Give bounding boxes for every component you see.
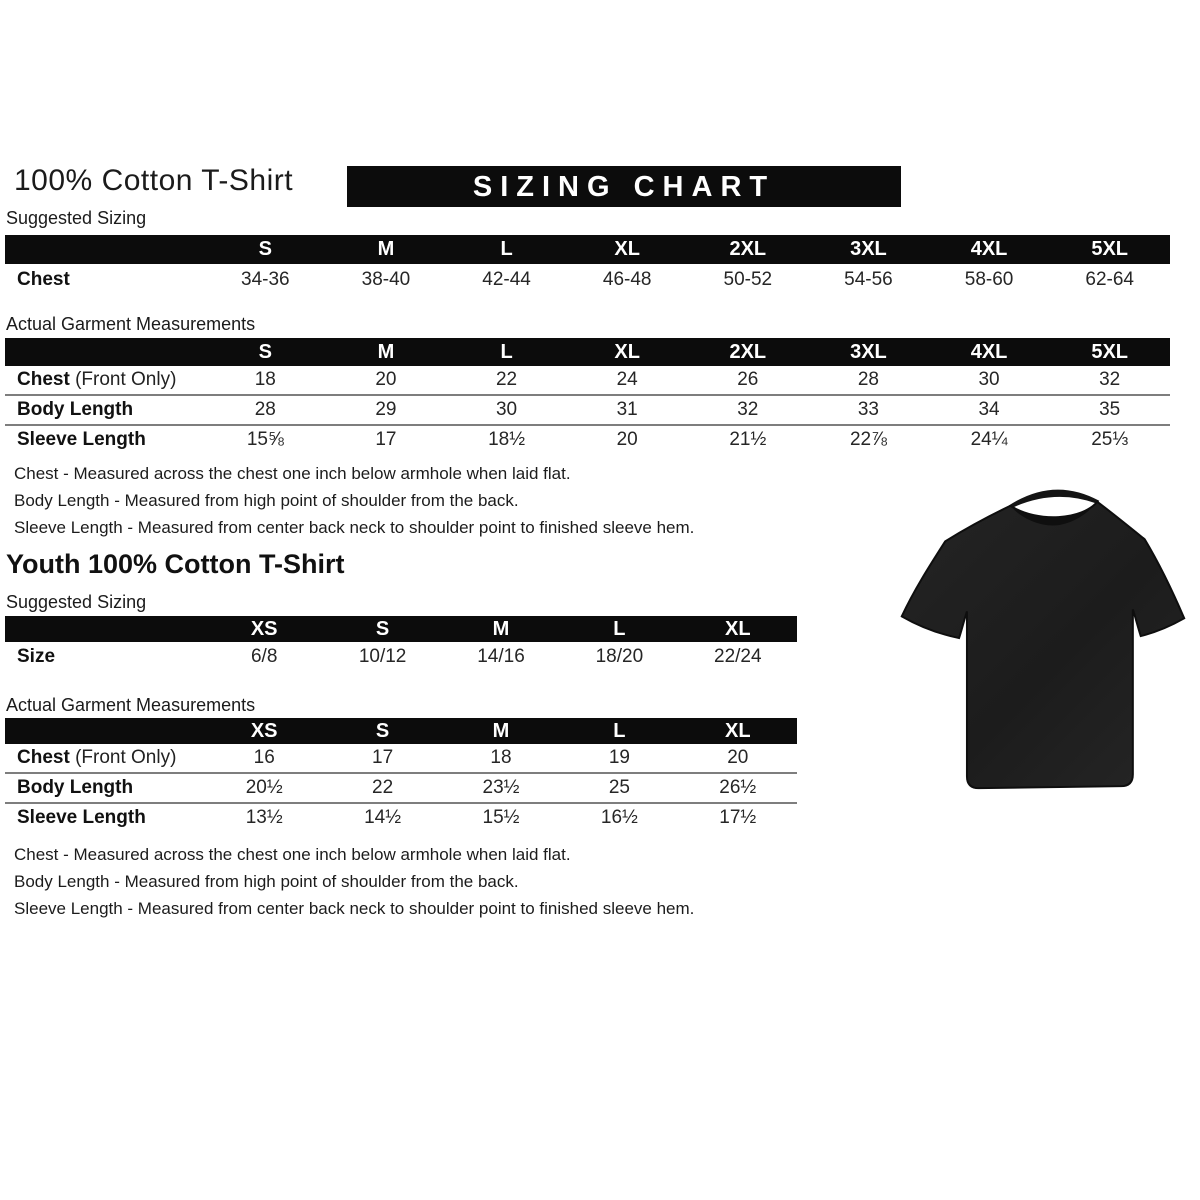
black-tshirt-graphic bbox=[884, 466, 1200, 820]
youth-suggested-sizing-label: Suggested Sizing bbox=[6, 592, 147, 612]
measurement-cell: 14½ bbox=[364, 807, 402, 828]
measurement-cell: 46-48 bbox=[602, 269, 652, 290]
measurement-cell: 25 bbox=[608, 777, 630, 798]
column-header-4xl: 4XL bbox=[970, 340, 1008, 363]
column-header-3xl: 3XL bbox=[850, 238, 887, 260]
measurement-cell: 34-36 bbox=[241, 269, 290, 290]
table-row bbox=[5, 744, 797, 772]
column-header-2xl: 2XL bbox=[729, 238, 767, 260]
table-row bbox=[5, 642, 797, 671]
measurement-cell: 15½ bbox=[482, 807, 520, 828]
adult-actual-measurements-table bbox=[5, 338, 1170, 454]
measurement-cell: 17 bbox=[375, 429, 397, 450]
table-header-row bbox=[5, 718, 797, 744]
sizing-chart-banner: SIZING CHART bbox=[347, 166, 901, 207]
row-label: Body Length bbox=[17, 777, 134, 798]
measurement-cell: 10/12 bbox=[358, 645, 407, 667]
column-header-m: M bbox=[377, 238, 395, 260]
note-sleeve-length: Sleeve Length - Measured from center back neck to shoulder point to finished sleeve hem. bbox=[14, 899, 695, 918]
column-header-4xl: 4XL bbox=[970, 238, 1008, 260]
youth-measurement-notes bbox=[14, 841, 694, 922]
measurement-cell: 34 bbox=[978, 399, 1000, 420]
row-label: Size bbox=[17, 645, 56, 667]
column-header-xl: XL bbox=[614, 238, 640, 260]
table-row bbox=[5, 802, 797, 832]
column-header-2xl: 2XL bbox=[729, 340, 767, 363]
measurement-cell: 32 bbox=[1099, 369, 1121, 390]
column-header-m: M bbox=[377, 340, 395, 363]
measurement-cell: 20 bbox=[616, 429, 638, 450]
row-label: Chest (Front Only) bbox=[17, 369, 177, 390]
adult-suggested-sizing-table bbox=[5, 235, 1170, 296]
table-row bbox=[5, 772, 797, 802]
measurement-cell: 50-52 bbox=[723, 269, 773, 290]
column-header-xs: XS bbox=[250, 617, 278, 640]
table-row bbox=[5, 394, 1170, 424]
note-sleeve-length: Sleeve Length - Measured from center back neck to shoulder point to finished sleeve hem. bbox=[14, 518, 695, 537]
measurement-cell: 30 bbox=[495, 399, 518, 420]
measurement-cell: 31 bbox=[616, 399, 638, 420]
measurement-cell: 13½ bbox=[245, 807, 283, 828]
measurement-cell: 22 bbox=[372, 777, 394, 798]
column-header-l: L bbox=[500, 238, 513, 260]
column-header-5xl: 5XL bbox=[1091, 340, 1129, 363]
row-label: Body Length bbox=[17, 399, 134, 420]
measurement-cell: 20 bbox=[727, 747, 749, 768]
measurement-cell: 23½ bbox=[482, 777, 520, 798]
measurement-cell: 18 bbox=[490, 747, 512, 768]
measurement-cell: 20½ bbox=[245, 777, 283, 798]
measurement-cell: 25⅓ bbox=[1091, 429, 1129, 450]
column-header-3xl: 3XL bbox=[850, 340, 887, 363]
note-body-length: Body Length - Measured from high point of shoulder from the back. bbox=[14, 491, 519, 510]
row-label: Sleeve Length bbox=[17, 429, 146, 450]
measurement-cell: 28 bbox=[857, 369, 879, 390]
note-chest: Chest - Measured across the chest one inch below armhole when laid flat. bbox=[14, 464, 571, 483]
measurement-cell: 24 bbox=[616, 369, 638, 390]
measurement-cell: 28 bbox=[254, 399, 276, 420]
measurement-cell: 22⅞ bbox=[849, 429, 887, 450]
measurement-cell: 33 bbox=[857, 399, 879, 420]
measurement-cell: 18½ bbox=[488, 429, 526, 450]
measurement-cell: 26 bbox=[737, 369, 759, 390]
row-label: Chest (Front Only) bbox=[17, 747, 177, 768]
youth-actual-measurements-table bbox=[5, 718, 797, 832]
column-header-xs: XS bbox=[250, 719, 278, 742]
measurement-cell: 38-40 bbox=[361, 269, 411, 290]
tshirt-product-image bbox=[884, 466, 1200, 820]
table-header-row bbox=[5, 616, 797, 642]
youth-suggested-sizing-table bbox=[5, 616, 797, 671]
measurement-cell: 16½ bbox=[600, 807, 638, 828]
note-chest: Chest - Measured across the chest one inch below armhole when laid flat. bbox=[14, 845, 571, 864]
measurement-cell: 62-64 bbox=[1085, 269, 1134, 290]
table-row bbox=[5, 366, 1170, 394]
adult-actual-measurements-label: Actual Garment Measurements bbox=[6, 314, 256, 334]
table-row bbox=[5, 424, 1170, 454]
adult-suggested-sizing-label: Suggested Sizing bbox=[6, 208, 147, 228]
column-header-s: S bbox=[375, 617, 390, 640]
measurement-cell: 58-60 bbox=[964, 269, 1014, 290]
measurement-cell: 35 bbox=[1099, 399, 1121, 420]
row-label: Chest bbox=[17, 269, 70, 290]
measurement-cell: 24¼ bbox=[970, 429, 1008, 450]
column-header-m: M bbox=[492, 719, 510, 742]
measurement-cell: 30 bbox=[978, 369, 1000, 390]
column-header-l: L bbox=[613, 719, 626, 742]
measurement-cell: 32 bbox=[737, 399, 759, 420]
column-header-xl: XL bbox=[725, 617, 751, 640]
measurement-cell: 17½ bbox=[719, 807, 757, 828]
table-row bbox=[5, 264, 1170, 296]
column-header-xl: XL bbox=[725, 719, 751, 742]
measurement-cell: 16 bbox=[253, 747, 275, 768]
measurement-cell: 21½ bbox=[729, 429, 767, 450]
table-header-row bbox=[5, 338, 1170, 366]
measurement-cell: 19 bbox=[608, 747, 630, 768]
measurement-cell: 42-44 bbox=[482, 269, 531, 290]
column-header-s: S bbox=[375, 719, 390, 742]
youth-actual-measurements-label: Actual Garment Measurements bbox=[6, 695, 256, 715]
measurement-cell: 18/20 bbox=[595, 645, 644, 667]
table-header-row bbox=[5, 235, 1170, 264]
measurement-cell: 18 bbox=[254, 369, 276, 390]
column-header-s: S bbox=[258, 238, 272, 260]
column-header-l: L bbox=[500, 340, 513, 363]
measurement-cell: 22 bbox=[495, 369, 518, 390]
tshirt-collar bbox=[1008, 490, 1099, 509]
adult-measurement-notes bbox=[14, 460, 694, 541]
measurement-cell: 15⅝ bbox=[246, 429, 284, 450]
page-title: 100% Cotton T-Shirt bbox=[14, 164, 294, 197]
column-header-l: L bbox=[613, 617, 626, 640]
measurement-cell: 54-56 bbox=[844, 269, 893, 290]
measurement-cell: 6/8 bbox=[250, 645, 278, 667]
tshirt-body bbox=[902, 502, 1184, 788]
column-header-5xl: 5XL bbox=[1091, 238, 1129, 260]
column-header-m: M bbox=[492, 617, 510, 640]
column-header-xl: XL bbox=[614, 340, 640, 363]
measurement-cell: 17 bbox=[372, 747, 394, 768]
measurement-cell: 26½ bbox=[719, 777, 757, 798]
measurement-cell: 22/24 bbox=[714, 645, 762, 667]
youth-section-title: Youth 100% Cotton T-Shirt bbox=[6, 549, 345, 579]
column-header-s: S bbox=[258, 340, 272, 363]
note-body-length: Body Length - Measured from high point of shoulder from the back. bbox=[14, 872, 519, 891]
measurement-cell: 14/16 bbox=[477, 645, 525, 667]
measurement-cell: 29 bbox=[375, 399, 397, 420]
measurement-cell: 20 bbox=[375, 369, 397, 390]
row-label: Sleeve Length bbox=[17, 807, 146, 828]
